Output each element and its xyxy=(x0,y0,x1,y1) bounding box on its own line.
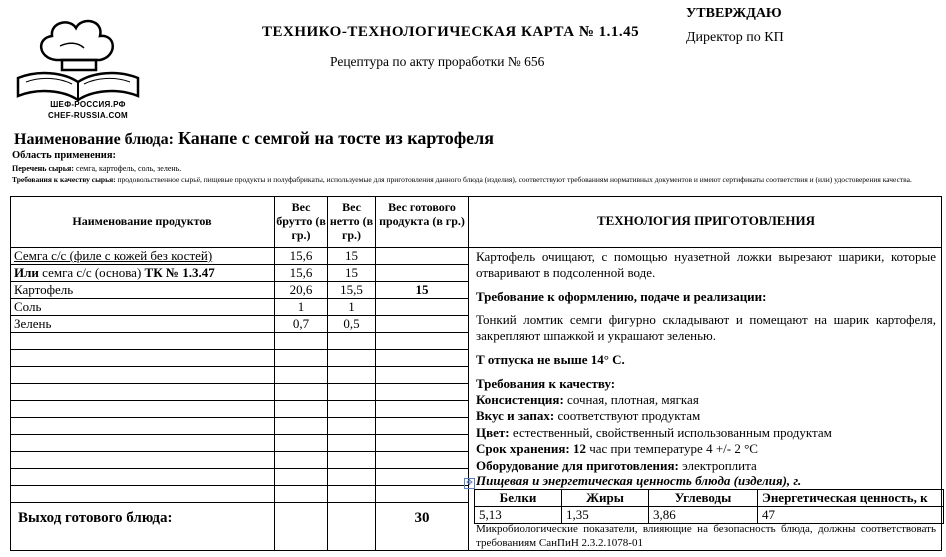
storage-value: час при температуре 4 +/- 2 °С xyxy=(585,441,758,456)
ingredient-name-alt xyxy=(14,265,215,281)
or-label: Или xyxy=(14,265,39,280)
ingredient-netto: 0,5 xyxy=(343,316,360,331)
equipment-line xyxy=(476,458,936,474)
approve-label: УТВЕРЖДАЮ xyxy=(686,6,782,21)
ingredient-brutto: 20,6 xyxy=(289,282,313,297)
nutrition-header: Углеводы xyxy=(649,490,758,507)
ingredient-name: Семга с/с (филе с кожей без костей) xyxy=(14,248,213,263)
card-title: ТЕХНИКО-ТЕХНОЛОГИЧЕСКАЯ КАРТА № 1.1.45 xyxy=(262,24,640,40)
nutrition-value: 47 xyxy=(758,507,944,524)
taste-label: Вкус и запах: xyxy=(476,408,555,423)
taste-value: соответствуют продуктам xyxy=(554,408,701,423)
ingredient-netto: 15,5 xyxy=(340,282,363,297)
col-header-ready: Вес готового продукта (в гр.) xyxy=(379,200,465,228)
ingredient-brutto: 15,6 xyxy=(289,248,313,263)
design-text: Тонкий ломтик семги фигурно складывают и помещают на шарик картофеля, закрепляют шпажкой и украшают зеленью. xyxy=(476,312,936,343)
nutrition-table xyxy=(474,489,944,524)
taste-line xyxy=(476,408,936,424)
equipment-value: электроплита xyxy=(678,458,757,473)
color-line xyxy=(476,425,936,441)
ingredient-brutto: 0,7 xyxy=(292,316,310,331)
quality-title: Требования к качеству: xyxy=(476,376,616,391)
tk-ref: ТК № 1.3.47 xyxy=(144,265,215,280)
ingredient-brutto: 15,6 xyxy=(289,265,313,280)
nutrition-value: 3,86 xyxy=(649,507,758,524)
consistency-value: сочная, плотная, мягкая xyxy=(563,392,699,407)
design-title: Требование к оформлению, подаче и реализации: xyxy=(476,289,767,304)
ingredient-netto: 1 xyxy=(348,299,355,314)
consistency-label: Консистенция: xyxy=(476,392,564,407)
card-subtitle: Рецептура по акту проработки № 656 xyxy=(330,54,545,69)
nutrition-value: 5,13 xyxy=(475,507,562,524)
storage-label: Срок хранения: xyxy=(476,441,570,456)
ingredient-name: Зелень xyxy=(14,316,52,331)
logo-text-ru: ШЕФ-РОССИЯ.РФ xyxy=(50,100,126,109)
ingredient-alt-text: семга с/с (основа) xyxy=(38,265,145,280)
consistency-line xyxy=(476,392,936,408)
yield-label: Выход готового блюда: xyxy=(18,510,173,526)
raw-list-line xyxy=(12,164,181,174)
ingredient-ready: 15 xyxy=(415,282,429,297)
raw-req-text: продовольственное сырьё, пищевые продукты и полуфабрикаты, используемые для приготовления данного блюда (изделия), соответствуют требованиям нормативных документов и имеют сертификаты соответствия и (или) удостоверения качества. xyxy=(115,175,912,184)
dish-name-line xyxy=(14,128,494,149)
technology-text: Картофель очищают, с помощью нуазетной ложки вырезают шарики, которые отваривают в подсоленной воде. xyxy=(476,249,936,280)
dish-label: Наименование блюда: xyxy=(14,131,174,148)
chef-russia-logo xyxy=(8,8,148,123)
nutrition-value: 1,35 xyxy=(562,507,649,524)
nutrition-value-row xyxy=(475,507,944,524)
raw-req-label: Требования к качеству сырья: xyxy=(12,175,116,184)
nutrition-header: Жиры xyxy=(562,490,649,507)
nutrition-title: Пищевая и энергетическая ценность блюда (изделия), г. xyxy=(476,473,802,488)
logo-text-en: CHEF-RUSSIA.COM xyxy=(47,111,129,120)
nutrition-header: Белки xyxy=(475,490,562,507)
serving-temp: Т отпуска не выше 14° С. xyxy=(476,352,625,367)
ingredient-netto: 15 xyxy=(345,265,358,280)
color-label: Цвет: xyxy=(476,425,510,440)
table-move-handle-icon[interactable]: ✥ xyxy=(464,478,475,489)
equipment-label: Оборудование для приготовления: xyxy=(476,458,679,473)
col-header-brutto: Вес брутто (в гр.) xyxy=(276,200,326,242)
ingredient-name: Картофель xyxy=(14,282,74,297)
raw-list-text: семга, картофель, соль, зелень. xyxy=(73,164,182,173)
col-header-netto: Вес нетто (в гр.) xyxy=(329,200,374,242)
raw-req-line xyxy=(12,175,932,184)
technology-title: ТЕХНОЛОГИЯ ПРИГОТОВЛЕНИЯ xyxy=(596,213,816,228)
raw-list-label: Перечень сырья: xyxy=(12,164,74,173)
storage-line xyxy=(476,441,936,457)
director-label: Директор по КП xyxy=(686,30,784,45)
yield-value: 30 xyxy=(414,510,430,526)
ingredient-brutto: 1 xyxy=(297,299,305,314)
color-value: естественный, свойственный использованным продуктам xyxy=(509,425,832,440)
nutrition-header: Энергетическая ценность, к xyxy=(758,490,944,507)
scope-label: Область применения: xyxy=(12,150,117,161)
nutrition-header-row xyxy=(475,490,944,507)
col-header-product: Наименование продуктов xyxy=(72,214,212,228)
chef-hat-book-icon xyxy=(8,8,148,108)
storage-hours: 12 xyxy=(569,441,586,456)
ingredient-name: Соль xyxy=(14,299,42,314)
microbiology-footnote: Микробиологические показатели, влияющие на безопасность блюда, должны соответствовать требованиям СанПиН 2.3.2.1078-01 xyxy=(476,523,936,549)
dish-name: Канапе с семгой на тосте из картофеля xyxy=(177,128,494,148)
ingredient-netto: 15 xyxy=(345,248,358,263)
